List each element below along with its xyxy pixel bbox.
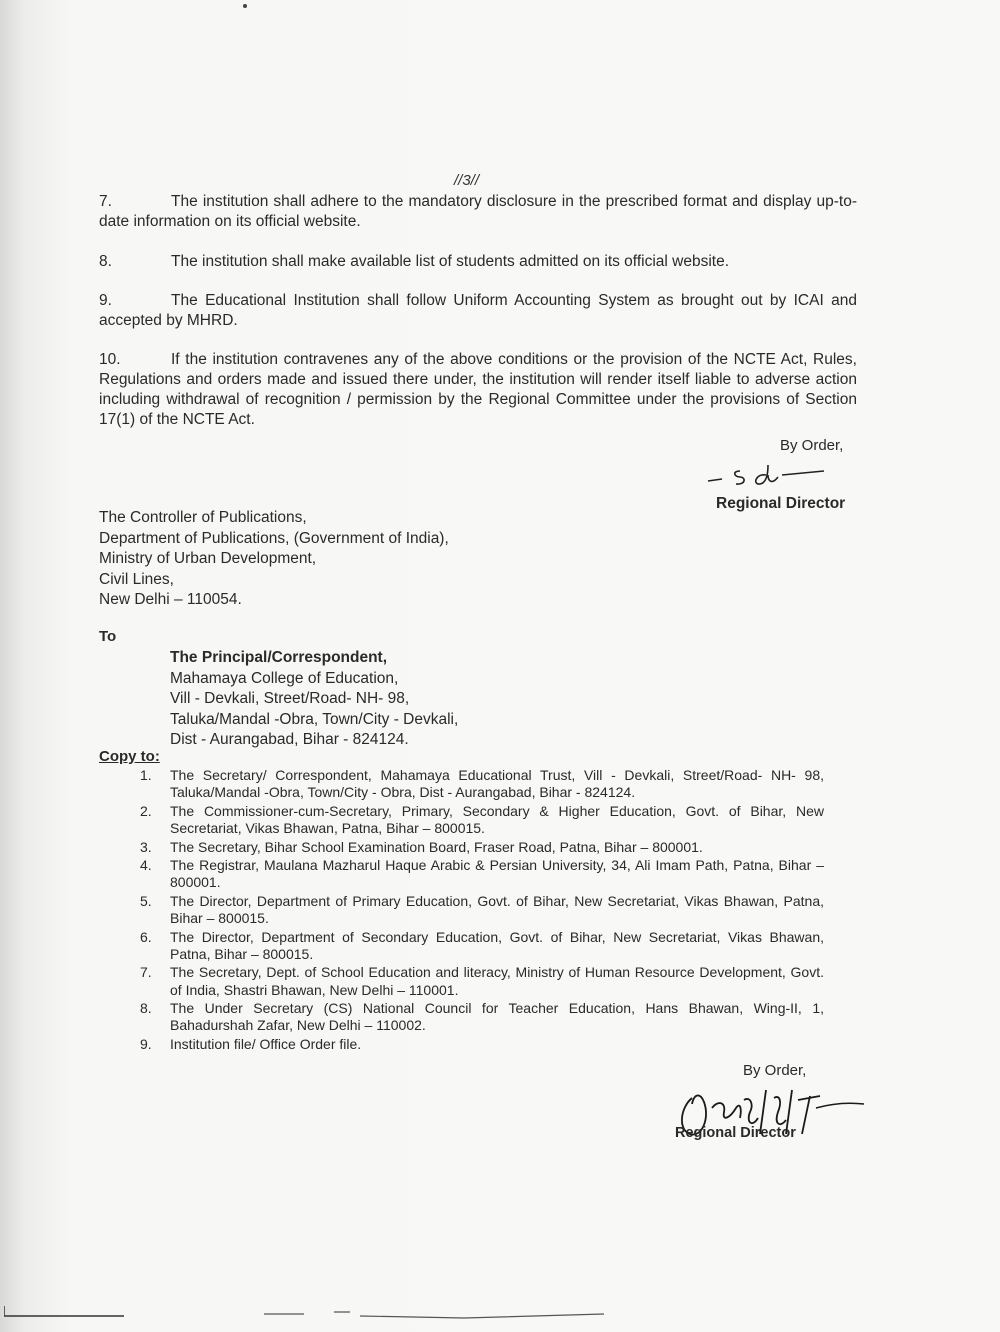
condition-paragraph-10 [99, 350, 857, 430]
list-number: 9. [140, 1035, 152, 1052]
address-line: New Delhi – 110054. [99, 591, 242, 608]
by-order-text: By Order, [780, 437, 844, 454]
list-item [140, 1000, 824, 1035]
condition-paragraph-8 [99, 252, 857, 272]
copy-to-heading: Copy to: [99, 748, 160, 765]
list-text: The Under Secretary (CS) National Council for Teacher Education, Hans Bhawan, Wing-II, 1, Bahadurshah Zafar, New Delhi – 110002. [170, 1000, 824, 1034]
page-number: //3// [454, 172, 480, 189]
list-number: 4. [140, 857, 152, 874]
regional-director-title: Regional Director [675, 1125, 796, 1141]
by-order-text: By Order, [743, 1062, 807, 1079]
condition-paragraph-9 [99, 291, 857, 331]
list-item [140, 803, 824, 838]
list-text: The Secretary, Dept. of School Education and literacy, Ministry of Human Resource Development, Govt. of India, Shastri Bhawan, New Delhi – 110001. [170, 964, 824, 998]
address-line: The Controller of Publications, [99, 509, 307, 526]
paragraph-text: The institution shall make available list of students admitted on its official website. [171, 253, 729, 270]
condition-paragraph-7 [99, 192, 857, 232]
address-line: Vill - Devkali, Street/Road- NH- 98, [170, 690, 410, 707]
address-line: Civil Lines, [99, 570, 174, 588]
recipient-title: The Principal/Correspondent, [170, 649, 388, 666]
list-item [140, 964, 824, 999]
list-item [140, 767, 824, 802]
paragraph-text: The institution shall adhere to the mandatory disclosure in the prescribed format and display up-to-date information on its official website. [99, 193, 857, 230]
regional-director-title: Regional Director [716, 495, 846, 512]
list-text: The Registrar, Maulana Mazharul Haque Arabic & Persian University, 34, Ali Imam Path, Patna, Bihar – 800001. [170, 857, 824, 891]
list-text: The Director, Department of Secondary Education, Govt. of Bihar, New Secretariat, Vikas Bhawan, Patna, Bihar – 800015. [170, 928, 824, 962]
list-number: 5. [140, 892, 152, 909]
list-text: The Secretary, Bihar School Examination Board, Fraser Road, Patna, Bihar – 800001. [170, 838, 703, 855]
list-number: 8. [140, 1000, 152, 1017]
list-number: 7. [140, 964, 152, 981]
list-text: The Commissioner-cum-Secretary, Primary, Secondary & Higher Education, Govt. of Bihar, New Secretariat, Vikas Bhawan, Patna, Bihar – 800015. [170, 802, 824, 837]
address-line: Department of Publications, (Government of India), [99, 529, 449, 547]
address-line: Taluka/Mandal -Obra, Town/City - Devkali, [170, 710, 459, 728]
list-item [140, 839, 824, 856]
list-text: Institution file/ Office Order file. [170, 1035, 362, 1052]
paragraph-text: If the institution contravenes any of the above conditions or the provision of the NCTE Act, Rules, Regulations and orders made and issued there under, the institution will render itself liable to adverse action including withdrawal of recognition / permission by the Regional Committee under the provisions of Section 17(1) of the NCTE Act. [99, 351, 857, 428]
sd-signature [704, 463, 834, 491]
paragraph-number: 7. [99, 193, 112, 210]
publications-address [99, 508, 449, 611]
paragraph-number: 10. [99, 351, 121, 368]
scan-speck [243, 4, 247, 8]
list-item [140, 893, 824, 928]
address-line: Mahamaya College of Education, [170, 669, 399, 687]
recipient-address [170, 648, 458, 751]
list-item [140, 1036, 824, 1053]
list-item [140, 857, 824, 892]
list-number: 6. [140, 928, 152, 945]
list-text: The Secretary/ Correspondent, Mahamaya Educational Trust, Vill - Devkali, Street/Road- NH- 98, Taluka/Mandal -Obra, Town/City - Obra, Dist - Aurangabad, Bihar - 824124. [170, 767, 824, 801]
list-number: 2. [140, 802, 152, 819]
list-item [140, 929, 824, 964]
address-line: Dist - Aurangabad, Bihar - 824124. [170, 731, 409, 748]
paragraph-number: 8. [99, 253, 112, 270]
list-text: The Director, Department of Primary Education, Govt. of Bihar, New Secretariat, Vikas Bhawan, Patna, Bihar – 800015. [170, 892, 824, 927]
scan-border-line [4, 1302, 634, 1322]
copy-to-list [140, 767, 824, 1054]
to-label: To [99, 628, 117, 645]
list-number: 3. [140, 838, 152, 855]
paragraph-number: 9. [99, 292, 112, 309]
list-number: 1. [140, 767, 152, 783]
address-line: Ministry of Urban Development, [99, 550, 317, 567]
paragraph-text: The Educational Institution shall follow Uniform Accounting System as brought out by ICAI and accepted by MHRD. [99, 292, 857, 329]
